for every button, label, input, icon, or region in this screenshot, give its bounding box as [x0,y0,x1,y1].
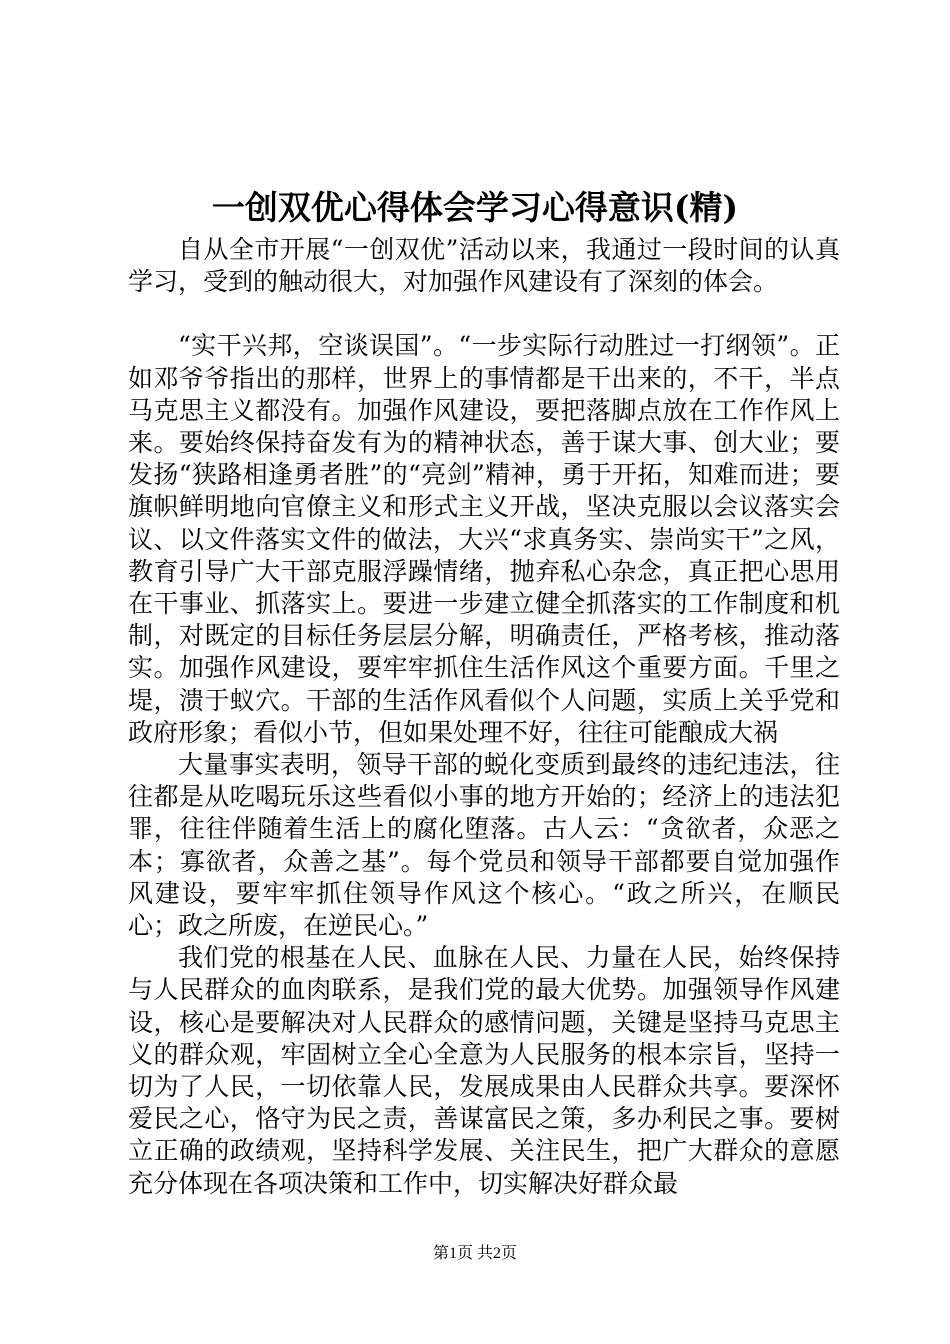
paragraph-facts: 大量事实表明，领导干部的蜕化变质到最终的违纪违法，往往都是从吃喝玩乐这些看似小事的地方开始的；经济上的违法犯罪，往往伴随着生活上的腐化堕落。古人云：“贪欲者，众恶之本；寡欲者，众善之基”。每个党员和领导干部都要自觉加强作风建设，要牢牢抓住领导作风这个核心。“政之所兴，在顺民心；政之所废，在逆民心。” [128,750,840,941]
paragraph-work-style: “实干兴邦，空谈误国”。“一步实际行动胜过一打纲领”。正如邓爷爷指出的那样，世界上的事情都是干出来的，不干，半点马克思主义都没有。加强作风建设，要把落脚点放在工作作风上来。要始终保持奋发有为的精神状态，善于谋大事、创大业；要发扬“狭路相逢勇者胜”的“亮剑”精神，勇于开拓，知难而进；要旗帜鲜明地向官僚主义和形式主义开战，坚决克服以会议落实会议、以文件落实文件的做法，大兴“求真务实、崇尚实干”之风，教育引导广大干部克服浮躁情绪，抛弃私心杂念，真正把心思用在干事业、抓落实上。要进一步建立健全抓落实的工作制度和机制，对既定的目标任务层层分解，明确责任，严格考核，推动落实。加强作风建设，要牢牢抓住生活作风这个重要方面。千里之堤，溃于蚁穴。干部的生活作风看似个人问题，实质上关乎党和政府形象；看似小节，但如果处理不好，往往可能酿成大祸 [128,331,840,747]
paragraph-people: 我们党的根基在人民、血脉在人民、力量在人民，始终保持与人民群众的血肉联系，是我们党的最大优势。加强领导作风建设，核心是要解决对人民群众的感情问题，关键是坚持马克思主义的群众观，牢固树立全心全意为人民服务的根本宗旨，坚持一切为了人民，一切依靠人民，发展成果由人民群众共享。要深怀爱民之心，恪守为民之责，善谋富民之策，多办利民之事。要树立正确的政绩观，坚持科学发展、关注民生，把广大群众的意愿充分体现在各项决策和工作中，切实解决好群众最 [128,943,840,1198]
document-body [128,234,840,1200]
page-footer: 第1页 共2页 [432,1245,517,1262]
paragraph-intro: 自从全市开展“一创双优”活动以来，我通过一段时间的认真学习，受到的触动很大，对加强作风建设有了深刻的体会。 [128,235,840,297]
document-title: 一创双优心得体会学习心得意识(精) [211,188,739,227]
